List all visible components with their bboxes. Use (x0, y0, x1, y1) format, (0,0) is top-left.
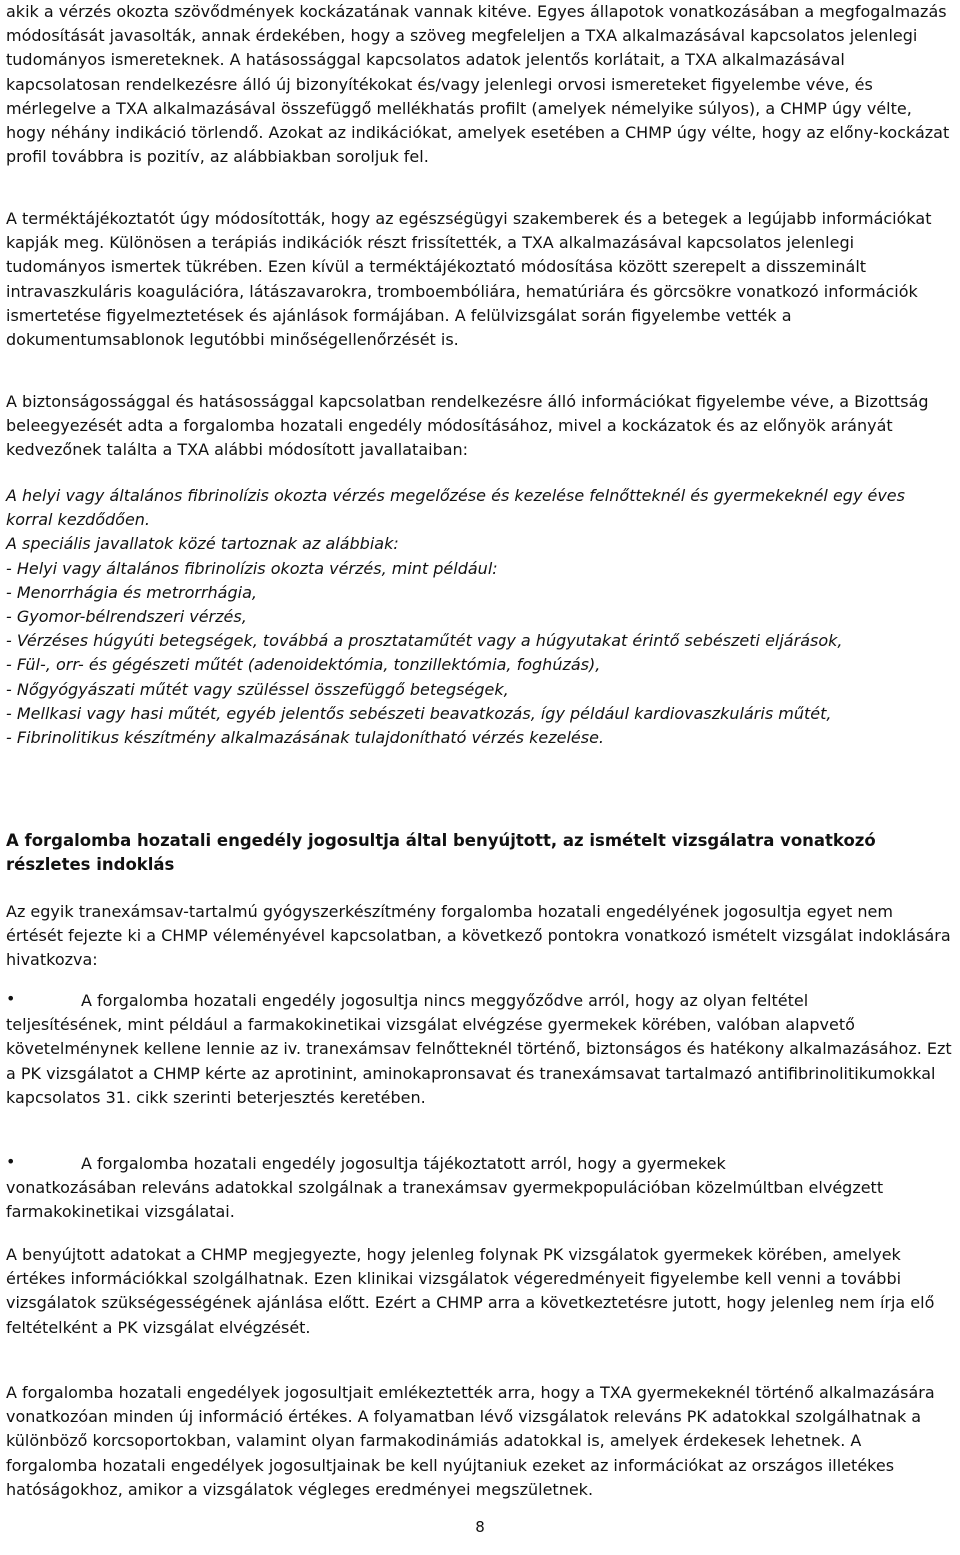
paragraph-chmp-response (6, 1243, 954, 1340)
bullet-icon: • (6, 1152, 16, 1171)
bullet-first-line: A forgalomba hozatali engedély jogosultja nincs meggyőződve arról, hogy az olyan feltétel (81, 991, 809, 1010)
page-number: 8 (475, 1518, 485, 1536)
bullet-rest: teljesítésének, mint például a farmakokinetikai vizsgálat elvégzése gyermekek körében, valóban alapvető követelménynek kellene lennie az iv. tranexámsav felnőtteknél történő, biztonságos és hatékony alkalmazásához. Ezt a PK vizsgálatot a CHMP kérte az aprotinint, aminokapronsavat és tranexámsavat tartalmazó antifibrinolitikumokkal kapcsolatos 31. cikk szerinti beterjesztés keretében. (6, 1015, 952, 1107)
indication-title: A helyi vagy általános fibrinolízis okozta vérzés megelőzése és kezelése felnőtteknél és gyermekeknél egy éves korral kezdődően. (6, 486, 905, 530)
paragraph-text: A forgalomba hozatali engedélyek jogosultjait emlékeztették arra, hogy a TXA gyermekeknél történő alkalmazására vonatkozóan minden új információ értékes. A folyamatban lévő vizsgálatok releváns PK adatokkal szolgálhatnak a különböző korcsoportokban, valamint olyan farmakodinámiás adatokkal is, amelyek érdekesek lehetnek. A forgalomba hozatali engedélyek jogosultjainak be kell nyújtaniuk ezeket az információkat az országos illetékes hatóságokhoz, amikor a vizsgálatok végleges eredményei megszületnek. (6, 1383, 935, 1499)
section-heading (6, 829, 954, 877)
bullet-rest: vonatkozásában releváns adatokkal szolgálnak a tranexámsav gyermekpopulációban közelmúltban elvégzett farmakokinetikai vizsgálatai. (6, 1178, 884, 1222)
paragraph-reminder (6, 1381, 954, 1502)
paragraph-text: Az egyik tranexámsav-tartalmú gyógyszerkészítmény forgalomba hozatali engedélyének jogosultja egyet nem értését fejezte ki a CHMP véleményével kapcsolatban, a következő pontokra vonatkozó ismételt vizsgálat indoklására hivatkozva: (6, 902, 951, 970)
paragraph-commission-decision (6, 390, 954, 463)
paragraph-text: A biztonságossággal és hatásossággal kapcsolatban rendelkezésre álló információkat figyelembe véve, a Bizottság beleegyezését adta a forgalomba hozatali engedély módosításához, mivel a kockázatok és az előnyök arányát kedvezőnek találta a TXA alábbi módosított javallataiban: (6, 392, 929, 460)
bullet-first-line: A forgalomba hozatali engedély jogosultja tájékoztatott arról, hogy a gyermekek (81, 1154, 726, 1173)
indication-item: - Fibrinolitikus készítmény alkalmazásának tulajdonítható vérzés kezelése. (6, 728, 605, 748)
bullet-item (6, 989, 954, 1110)
paragraph-text: A terméktájékoztatót úgy módosították, hogy az egészségügyi szakemberek és a betegek a legújabb információkat kapják meg. Különösen a terápiás indikációk részt frissítették, a TXA alkalmazásával kapcsolatos jelenlegi tudományos ismertek tükrében. Ezen kívül a terméktájékoztató módosítása között szerepelt a disszeminált intravaszkuláris koagulációra, látászavarokra, tromboembóliára, hematúriára és görcsökre vonatkozó információk ismertetése figyelmeztetések és ajánlások formájában. A felülvizsgálat során figyelembe vették a dokumentumsablonok legutóbbi minőségellenőrzését is. (6, 209, 932, 350)
paragraph-indications-review (6, 0, 954, 169)
indication-item: - Gyomor-bélrendszeri vérzés, (6, 607, 247, 627)
paragraph-text: A benyújtott adatokat a CHMP megjegyezte, hogy jelenleg folynak PK vizsgálatok gyermekek körében, amelyek értékes információkkal szolgálhatnak. Ezen klinikai vizsgálatok végeredményeit figyelembe kell venni a további vizsgálatok szükségességének ajánlása előtt. Ezért a CHMP arra a következtetésre jutott, hogy jelenleg nem írja elő feltételként a PK vizsgálat elvégzését. (6, 1245, 935, 1337)
indication-item: - Mellkasi vagy hasi műtét, egyéb jelentős sebészeti beavatkozás, így például kardiovaszkuláris műtét, (6, 703, 832, 723)
bullet-item (6, 1152, 954, 1225)
paragraph-disagreement (6, 900, 954, 973)
paragraph-product-information (6, 207, 954, 352)
indication-item: - Fül-, orr- és gégészeti műtét (adenoidektómia, tonzillektómia, foghúzás), (6, 655, 601, 675)
indication-item: - Vérzéses húgyúti betegségek, továbbá a prosztataműtét vagy a húgyutakat érintő sebészeti eljárások, (6, 631, 843, 651)
indication-item: - Helyi vagy általános fibrinolízis okozta vérzés, mint például: (6, 558, 498, 578)
indication-item: - Nőgyógyászati műtét vagy szüléssel összefüggő betegségek, (6, 679, 509, 699)
indication-item: - Menorrhágia és metrorrhágia, (6, 582, 257, 602)
indication-section (6, 484, 954, 750)
bullet-icon: • (6, 989, 16, 1008)
heading-text: A forgalomba hozatali engedély jogosultja által benyújtott, az ismételt vizsgálatra vonatkozó részletes indoklás (6, 831, 876, 875)
indication-intro: A speciális javallatok közé tartoznak az alábbiak: (6, 534, 399, 554)
paragraph-text: akik a vérzés okozta szövődmények kockázatának vannak kitéve. Egyes állapotok vonatkozásában a megfogalmazás módosítását javasolták, annak érdekében, hogy a szöveg megfeleljen a TXA alkalmazásával kapcsolatos jelenlegi tudományos ismereteknek. A hatásossággal kapcsolatos adatok jelentős korlátait, a TXA alkalmazásával kapcsolatosan rendelkezésre álló új bizonyítékokat és/vagy jelenlegi orvosi ismereteket figyelembe véve, és mérlegelve a TXA alkalmazásával összefüggő mellékhatás profilt (amelyek némelyike súlyos), a CHMP úgy vélte, hogy néhány indikáció törlendő. Azokat az indikációkat, amelyek esetében a CHMP úgy vélte, hogy az előny-kockázat profil továbbra is pozitív, az alábbiakban soroljuk fel. (6, 2, 950, 167)
